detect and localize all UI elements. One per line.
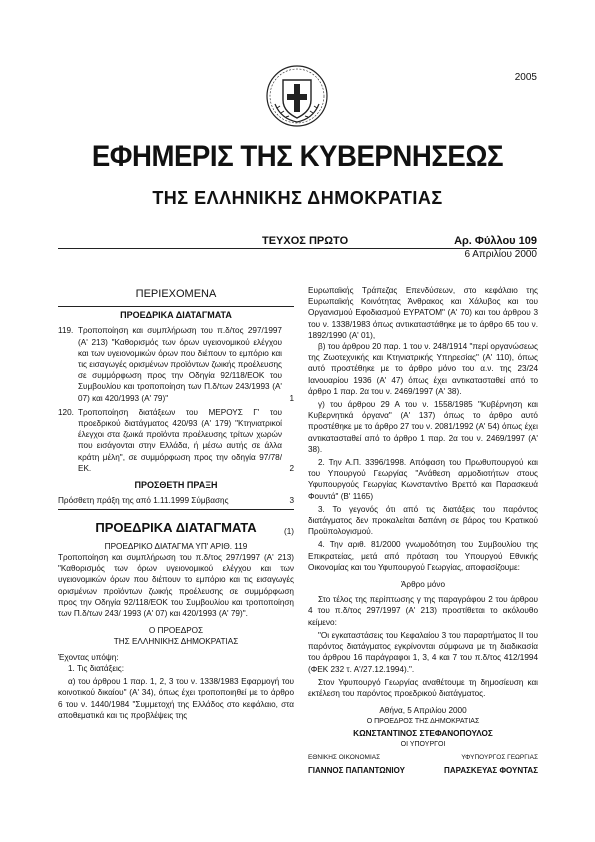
body-paragraph: "Οι εγκαταστάσεις του Κεφαλαίου 3 του παραρτήματος ΙΙ του παρόντος διατάγματος εγκρίνονται σύμφωνα με τη διαδικασία του άρθρου 16 παράγραφοι 1, 3, 4 και 7 του π.δ/τος 412/1994 (ΦΕΚ 232 τ. Α'/27.12.1994).". xyxy=(308,630,538,674)
body-paragraph: 3. Το γεγονός ότι από τις διατάξεις του παρόντος διατάγματος δεν προκαλείται δαπάνη σε βάρος του Κρατικού Προϋπολογισμού. xyxy=(308,504,538,537)
contents-section-act: ΠΡΟΣΘΕΤΗ ΠΡΑΞΗ xyxy=(134,480,218,491)
toc-item-number: 119. xyxy=(58,326,74,336)
body-paragraph: α) του άρθρου 1 παρ. 1, 2, 3 του ν. 1338/1983 Εφαρμογή του κοινοτικού δικαίου" (Α' 34), όπως έχει τροποποιηθεί με το άρθρο 6 του ν. 1440/1984 "Συμμετοχή της Ελλάδος στο κεφάλαιο, στα αποθεματικά και τις προβλέψεις της xyxy=(58,677,294,720)
body-paragraph: 1. Τις διατάξεις: xyxy=(68,663,125,673)
page-number: 2005 xyxy=(514,72,537,83)
body-paragraph: 4. Την αριθ. 81/2000 γνωμοδότηση του Συμβουλίου της Επικρατείας, μετά από πρόταση του Υπουργού Εθνικής Οικονομίας και του Υφυπουργού Γεωργίας, αποφασίζουμε: xyxy=(308,540,538,572)
minister-name: ΓΙΑΝΝΟΣ ΠΑΠΑΝΤΩΝΙΟΥ xyxy=(308,766,405,776)
toc-item-page: 2 xyxy=(289,463,294,473)
minister-roles xyxy=(308,752,538,763)
minister-role: ΥΦΥΠΟΥΡΓΟΣ ΓΕΩΡΓΙΑΣ xyxy=(461,753,538,761)
body-paragraph: β) του άρθρου 20 παρ. 1 του ν. 248/1914 "περί οργανώσεως της Ζωοτεχνικής και Κτηνιατρικής Υπηρεσίας" (Α' 110), όπως αυτό προστέθηκε με το άρθρο μόνο του α.ν. της 23/24 Ιανουαρίου 1936 (Α' 47) όπως έχει αντικατασταθεί από το άρθρο 1 παρ. 2α του ν. 2469/1997 (Α' 38). xyxy=(308,342,538,396)
toc-item[interactable] xyxy=(58,325,294,403)
toc-item-number: 120. xyxy=(58,407,74,417)
issue-series: ΤΕΥΧΟΣ ΠΡΩΤΟ xyxy=(262,235,349,247)
section-marker: (1) xyxy=(283,526,294,536)
president-label: Ο ΠΡΟΕΔΡΟΣ ΤΗΣ ΔΗΜΟΚΡΑΤΙΑΣ xyxy=(366,718,480,726)
article-heading: Άρθρο μόνο xyxy=(400,580,446,590)
body-paragraph: Ευρωπαϊκής Τράπεζας Επενδύσεων, στο κεφάλαιο της Ευρωπαϊκής Κοινότητας Άνθρακος και Χάλυβος και του Οργανισμού Εφοδιασμού ΕΥΡΑΤΟΜ" (Α' 70) και του άρθρου 3 του ν. 1338/1983 όπως αντικαταστάθηκε με το άρθρο 65 του ν. 1892/1990 (Α' 01), xyxy=(308,286,538,340)
divider xyxy=(58,306,294,307)
divider xyxy=(58,509,294,510)
toc-item-text: Τροποποίηση διατάξεων του ΜΕΡΟΥΣ Γ' του προεδρικού διατάγματος 420/93 (Α' 179) "Κτηνιατρικοί έλεγχοι στα ζωικά προϊόντα προέλευσης τρίτων χωρών που εισάγονται στην Ελλάδα, ή μέσω αυτής σε άλλα κράτη μέλη", σε συμμόρφωση προς την οδηγία 97/78/ΕΚ. xyxy=(78,407,282,473)
decree-title: ΠΡΟΕΔΡΙΚΟ ΔΙΑΤΑΓΜΑ ΥΠ' ΑΡΙΘ. 119 xyxy=(104,541,248,551)
toc-item[interactable] xyxy=(58,407,294,474)
decree-description: Τροποποίηση και συμπλήρωση του π.δ/τος 297/1997 (Α' 213) "Καθορισμός των όρων υγειονομικού ελέγχου και των υγειονομικών όρων που διέπουν το εμπόριο και τις εισαγωγές ορισμένων προϊόντων ζωικής προέλευσης σε συμμόρφωση προς την Οδηγία 92/118/ΕΟΚ του Συμβουλίου και τροποποίηση των Π.δ/των 243/ 1993 (Α' 07) και 420/1993 (Α' 79)". xyxy=(58,553,294,619)
toc-item-text: Τροποποίηση και συμπλήρωση του π.δ/τος 297/1997 (Α' 213) "Καθορισμός των όρων υγειονομικού ελέγχου και των υγειονομικών όρων που διέπουν το εμπόριο και τις εισαγωγές ορισμένων προϊόντων ζωικής προέλευσης σε συμμόρφωση προς την Οδηγία 92/118/ΕΟΚ του Συμβουλίου και τροποποίηση των Π.δ/των 243/1993 (Α' 07) και 420/1993 (Α' 79)" xyxy=(78,326,282,403)
minister-name: ΠΑΡΑΣΚΕΥΑΣ ΦΟΥΝΤΑΣ xyxy=(444,766,538,776)
body-paragraph: 2. Την Α.Π. 3396/1998. Απόφαση του Πρωθυπουργού και του Υπουργού Γεωργίας "Ανάθεση αρμοδιοτήτων στους Υφυπουργούς Γεωργίας Κωνσταντίνο Βρεττό και Παρασκευά Φουντά" (Β' 1165) xyxy=(308,458,538,501)
ministers-label: ΟΙ ΥΠΟΥΡΓΟΙ xyxy=(400,740,446,748)
president-heading-2: ΤΗΣ ΕΛΛΗΝΙΚΗΣ ΔΗΜΟΚΡΑΤΙΑΣ xyxy=(113,637,239,647)
issue-number: Αρ. Φύλλου 109 xyxy=(454,235,537,247)
issue-date: 6 Απριλίου 2000 xyxy=(464,249,537,260)
body-paragraph: Στο τέλος της περίπτωσης γ της παραγράφου 2 του άρθρου 4 του π.δ/τος 297/1997 (Α' 213) προστίθεται το ακόλουθο κείμενο: xyxy=(308,595,538,627)
body-paragraph: Στον Υφυπουργό Γεωργίας αναθέτουμε τη δημοσίευση και εκτέλεση του παρόντος προεδρικού διατάγματος. xyxy=(308,677,538,698)
contents-heading: ΠΕΡΙΕΧΟΜΕΝΑ xyxy=(135,288,217,300)
decrees-heading: ΠΡΟΕΔΡΙΚΑ ΔΙΑΤΑΓΜΑΤΑ xyxy=(95,520,257,536)
place-date: Αθήνα, 5 Απριλίου 2000 xyxy=(379,706,467,716)
greek-coat-of-arms-icon xyxy=(265,64,329,128)
president-name: ΚΩΝΣΤΑΝΤΙΝΟΣ ΣΤΕΦΑΝΟΠΟΥΛΟΣ xyxy=(353,728,493,738)
gazette-title: ΕΦΗΜΕΡΙΣ ΤΗΣ ΚΥΒΕΡΝΗΣΕΩΣ xyxy=(91,140,504,173)
contents-section-decrees: ΠΡΟΕΔΡΙΚΑ ΔΙΑΤΑΓΜΑΤΑ xyxy=(120,310,232,321)
minister-role: ΕΘΝΙΚΗΣ ΟΙΚΟΝΟΜΙΑΣ xyxy=(308,753,381,761)
minister-names xyxy=(308,765,538,776)
right-column xyxy=(308,285,538,776)
toc-item-page: 1 xyxy=(289,393,294,403)
toc-item-text: Πρόσθετη πράξη της από 1.11.1999 Σύμβασης xyxy=(58,496,229,506)
toc-item-page: 3 xyxy=(289,496,294,506)
president-heading-1: Ο ΠΡΟΕΔΡΟΣ xyxy=(148,626,204,636)
body-paragraph: γ) του άρθρου 29 Α του ν. 1558/1985 "Κυβέρνηση και Κυβερνητικά όργανα" (Α' 137) όπως το άρθρο αυτό προστέθηκε με το άρθρο 27 του ν. 2081/1992 (Α' 54) όπως έχει αντικατασταθεί από το άρθρο 1 παρ. 2α του ν. 2469/1997 (Α' 38). xyxy=(308,400,538,454)
left-column xyxy=(58,285,294,723)
gazette-subtitle: ΤΗΣ ΕΛΛΗΝΙΚΗΣ ΔΗΜΟΚΡΑΤΙΑΣ xyxy=(152,188,443,208)
toc-item[interactable] xyxy=(58,495,294,506)
having-regard: Έχοντας υπόψη: xyxy=(58,652,119,662)
